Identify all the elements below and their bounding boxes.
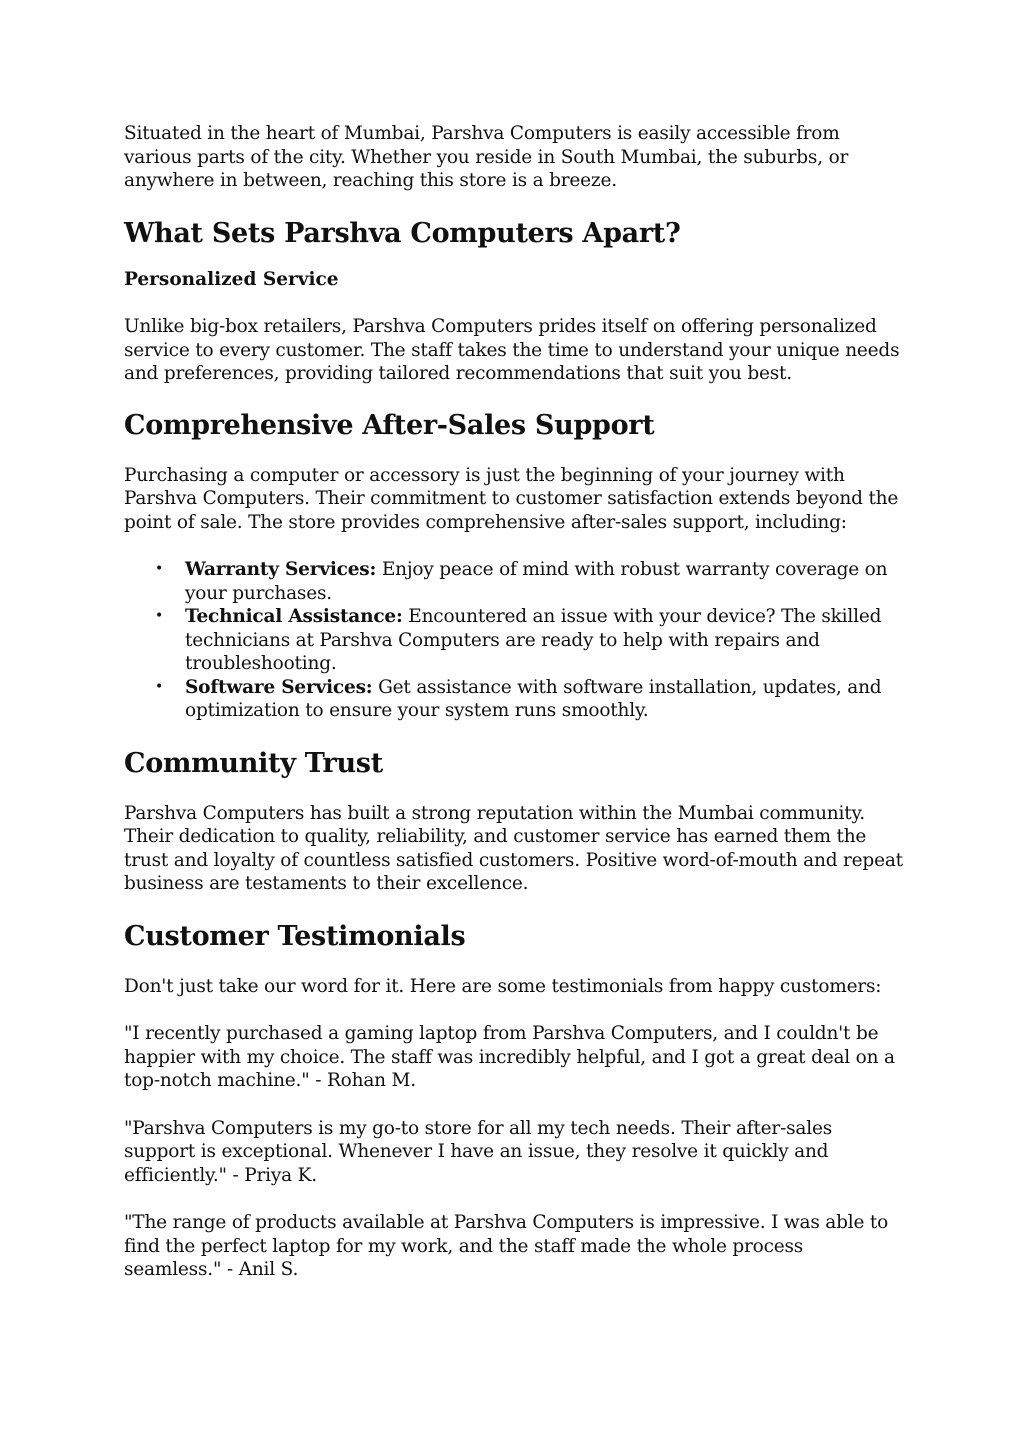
heading-customer-testimonials: Customer Testimonials — [124, 920, 466, 952]
list-item — [155, 676, 904, 723]
heading-after-sales-support: Comprehensive After-Sales Support — [124, 409, 655, 441]
list-item — [155, 605, 904, 676]
testimonials-intro: Don't just take our word for it. Here are some testimonials from happy customers: — [124, 975, 882, 997]
list-item-title: Software Services: — [185, 676, 373, 698]
after-sales-paragraph: Purchasing a computer or accessory is just the beginning of your journey with Parshva Computers. Their commitment to customer satisfaction extends beyond the point of sale. The store provides comprehensive after-sales support, including: — [124, 464, 899, 533]
testimonial-quote: "Parshva Computers is my go-to store for all my tech needs. Their after-sales support is exceptional. Whenever I have an issue, they resolve it quickly and efficiently." - Priya K. — [124, 1117, 833, 1186]
heading-what-sets-apart: What Sets Parshva Computers Apart? — [124, 217, 681, 249]
list-item-text: Get assistance with software installation, updates, and optimization to ensure your system runs smoothly. — [185, 676, 882, 721]
support-list — [124, 558, 904, 723]
testimonial-quote: "I recently purchased a gaming laptop from Parshva Computers, and I couldn't be happier with my choice. The staff was incredibly helpful, and I got a great deal on a top-notch machine." - Rohan M. — [124, 1023, 895, 1091]
document-page — [124, 122, 904, 1282]
bullet-icon: • — [155, 608, 164, 624]
list-item-text: Encountered an issue with your device? The skilled technicians at Parshva Computers are ready to help with repairs and troubleshooting. — [185, 606, 882, 674]
testimonial-quote: "The range of products available at Parshva Computers is impressive. I was able to find the perfect laptop for my work, and the staff made the whole process seamless." - Anil S. — [124, 1212, 889, 1280]
intro-paragraph: Situated in the heart of Mumbai, Parshva Computers is easily accessible from various parts of the city. Whether you reside in South Mumbai, the suburbs, or anywhere in between, reaching this store is a breeze. — [124, 123, 849, 191]
community-trust-paragraph: Parshva Computers has built a strong reputation within the Mumbai community. Their dedication to quality, reliability, and customer service has earned them the trust and loyalty of countless satisfied customers. Positive word-of-mouth and repeat business are testaments to their excellence. — [124, 802, 903, 894]
list-item-text: Enjoy peace of mind with robust warranty coverage on your purchases. — [185, 559, 888, 604]
bullet-icon: • — [155, 678, 164, 695]
personalized-service-paragraph: Unlike big-box retailers, Parshva Computers prides itself on offering personalized service to every customer. The staff takes the time to understand your unique needs and preferences, providing tailored recommendations that suit you best. — [124, 316, 900, 384]
subheading-personalized-service: Personalized Service — [124, 268, 339, 290]
list-item-title: Technical Assistance: — [185, 606, 403, 627]
list-item — [155, 558, 904, 605]
bullet-icon: • — [155, 561, 164, 577]
heading-community-trust: Community Trust — [124, 747, 383, 779]
list-item-title: Warranty Services: — [185, 559, 377, 580]
